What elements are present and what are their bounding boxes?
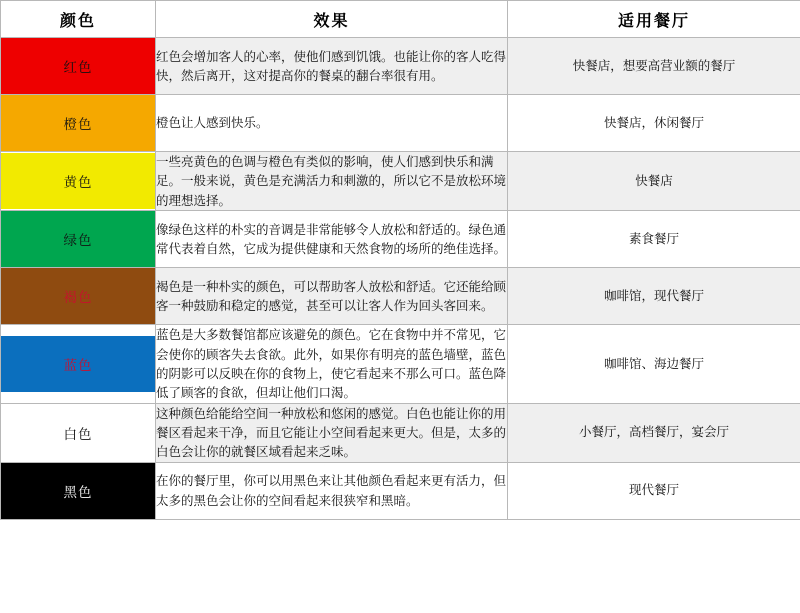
table-body	[1, 38, 800, 520]
color-swatch-cell	[1, 152, 156, 211]
color-swatch	[1, 153, 155, 209]
table-row	[1, 403, 800, 462]
color-name-label: 红色	[63, 60, 93, 76]
table-row	[1, 211, 800, 268]
restaurant-type-text: 快餐店	[508, 152, 800, 211]
restaurant-type-text: 快餐店，想要高营业额的餐厅	[508, 38, 800, 95]
color-name-label: 黄色	[63, 175, 93, 192]
table-row	[1, 325, 800, 404]
header-row	[1, 1, 800, 38]
color-swatch	[1, 95, 155, 151]
color-name-label: 黑色	[63, 484, 93, 501]
restaurant-type-text: 咖啡馆，现代餐厅	[508, 268, 800, 325]
color-name-label: 蓝色	[63, 357, 93, 374]
color-swatch	[1, 211, 155, 267]
color-swatch-cell	[1, 211, 156, 268]
restaurant-type-text: 快餐店，休闲餐厅	[508, 95, 800, 152]
color-name-label: 白色	[63, 426, 93, 443]
color-swatch-cell	[1, 38, 156, 95]
effect-text: 蓝色是大多数餐馆都应该避免的颜色。它在食物中并不常见，它会使你的顾客失去食欲。此外，如果你有明亮的蓝色墙壁，蓝色的阴影可以反映在你的食物上，使它看起来不那么可口。蓝色降低了顾客的食欲，但却让他们口渴。	[156, 325, 508, 404]
table-row	[1, 268, 800, 325]
table-row	[1, 38, 800, 95]
effect-text: 这种颜色给能给空间一种放松和悠闲的感觉。白色也能让你的用餐区看起来干净，而且它能让小空间看起来更大。但是，太多的白色会让你的就餐区域看起来乏味。	[156, 403, 508, 462]
color-swatch-cell	[1, 462, 156, 519]
restaurant-type-text: 现代餐厅	[508, 462, 800, 519]
effect-text: 像绿色这样的朴实的音调是非常能够令人放松和舒适的。绿色通常代表着自然，它成为提供健康和天然食物的场所的绝佳选择。	[156, 211, 508, 268]
header-effect: 效果	[156, 1, 508, 38]
color-name-label: 绿色	[63, 233, 93, 250]
effect-text: 红色会增加客人的心率，使他们感到饥饿。也能让你的客人吃得快，然后离开，这对提高你的餐桌的翻台率很有用。	[156, 38, 508, 95]
restaurant-type-text: 咖啡馆、海边餐厅	[508, 325, 800, 404]
color-swatch	[1, 336, 155, 392]
color-swatch	[1, 405, 155, 461]
color-swatch-cell	[1, 95, 156, 152]
table-row	[1, 462, 800, 519]
effect-text: 一些亮黄色的色调与橙色有类似的影响，使人们感到快乐和满足。一般来说，黄色是充满活力和刺激的，所以它不是放松环境的理想选择。	[156, 152, 508, 211]
restaurant-type-text: 素食餐厅	[508, 211, 800, 268]
color-swatch	[1, 38, 155, 94]
header-restaurant: 适用餐厅	[508, 1, 800, 38]
color-swatch-cell	[1, 325, 156, 404]
effect-text: 在你的餐厅里，你可以用黑色来让其他颜色看起来更有活力，但太多的黑色会让你的空间看起来很狭窄和黑暗。	[156, 462, 508, 519]
restaurant-type-text: 小餐厅，高档餐厅，宴会厅	[508, 403, 800, 462]
color-swatch-cell	[1, 403, 156, 462]
color-name-label: 褐色	[63, 290, 93, 307]
color-name-label: 橙色	[63, 117, 93, 133]
header-color: 颜色	[1, 1, 156, 38]
color-swatch	[1, 463, 155, 519]
effect-text: 褐色是一种朴实的颜色，可以帮助客人放松和舒适。它还能给顾客一种鼓励和稳定的感觉，甚至可以让客人作为回头客回来。	[156, 268, 508, 325]
table-header	[1, 1, 800, 38]
table-row	[1, 95, 800, 152]
table-row	[1, 152, 800, 211]
color-swatch	[1, 268, 155, 324]
effect-text: 橙色让人感到快乐。	[156, 95, 508, 152]
color-swatch-cell	[1, 268, 156, 325]
